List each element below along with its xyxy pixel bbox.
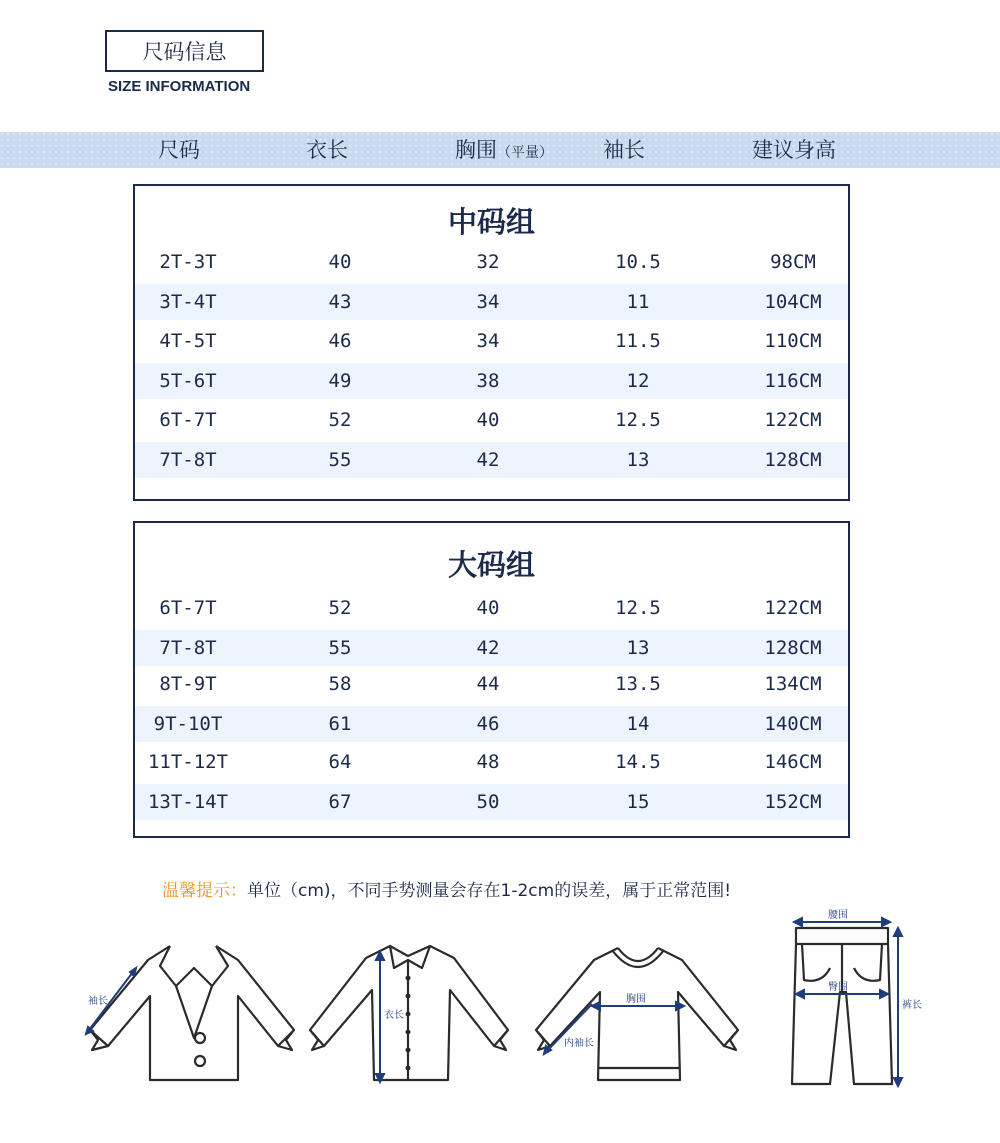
sleeve-cell: 13 <box>626 449 650 471</box>
sweater-chest-label: 胸围 <box>626 994 646 1005</box>
sleeve-cell: 12 <box>626 370 650 392</box>
table-row <box>135 244 848 280</box>
section-title-cn: 尺码信息 <box>142 40 227 64</box>
length-cell: 52 <box>328 597 352 619</box>
chest-cell: 48 <box>476 751 500 773</box>
column-header-size: 尺码 <box>158 138 200 162</box>
table-row <box>135 402 848 438</box>
size-cell: 7T-8T <box>159 637 217 659</box>
sleeve-cell: 15 <box>626 791 650 813</box>
length-cell: 46 <box>328 330 352 352</box>
jacket-diagram <box>78 938 298 1088</box>
chest-cell: 44 <box>476 673 500 695</box>
length-cell: 40 <box>328 251 352 273</box>
table-row <box>135 666 848 702</box>
table-row <box>135 284 848 320</box>
chest-cell: 40 <box>476 597 500 619</box>
sleeve-cell: 14.5 <box>615 751 661 773</box>
height-cell: 128CM <box>764 637 822 659</box>
sweater-inner-sleeve-label: 内袖长 <box>564 1038 594 1049</box>
size-cell: 8T-9T <box>159 673 217 695</box>
height-cell: 104CM <box>764 291 822 313</box>
section-title-box <box>105 30 264 72</box>
length-cell: 43 <box>328 291 352 313</box>
column-header-chest-label: 胸围 <box>455 138 497 162</box>
group-title-medium: 中码组 <box>447 205 535 239</box>
column-header-chest-note: （平量） <box>497 145 553 161</box>
column-header-height: 建议身高 <box>752 138 836 162</box>
length-cell: 55 <box>328 637 352 659</box>
chest-cell: 42 <box>476 449 500 471</box>
sleeve-cell: 14 <box>626 713 650 735</box>
size-cell: 7T-8T <box>159 449 217 471</box>
length-cell: 64 <box>328 751 352 773</box>
column-header-chest <box>455 132 553 168</box>
measurement-tip <box>162 876 731 901</box>
sleeve-cell: 11.5 <box>615 330 661 352</box>
table-row <box>135 590 848 626</box>
sleeve-cell: 13 <box>626 637 650 659</box>
size-cell: 3T-4T <box>159 291 217 313</box>
length-cell: 49 <box>328 370 352 392</box>
tip-label: 温馨提示： <box>162 881 247 901</box>
pants-hip-label: 臀围 <box>828 982 848 993</box>
column-header-sleeve: 袖长 <box>603 138 645 162</box>
group-title-large: 大码组 <box>447 548 535 582</box>
shirt-diagram <box>302 938 517 1088</box>
sleeve-cell: 13.5 <box>615 673 661 695</box>
table-row <box>135 442 848 478</box>
length-cell: 67 <box>328 791 352 813</box>
length-cell: 52 <box>328 409 352 431</box>
height-cell: 122CM <box>764 409 822 431</box>
height-cell: 116CM <box>764 370 822 392</box>
size-group-medium <box>133 184 850 501</box>
table-row <box>135 706 848 742</box>
height-cell: 146CM <box>764 751 822 773</box>
chest-cell: 40 <box>476 409 500 431</box>
height-cell: 128CM <box>764 449 822 471</box>
section-title-en: SIZE INFORMATION <box>108 78 251 95</box>
table-row <box>135 323 848 359</box>
chest-cell: 46 <box>476 713 500 735</box>
height-cell: 110CM <box>764 330 822 352</box>
chest-cell: 50 <box>476 791 500 813</box>
size-cell: 9T-10T <box>153 713 223 735</box>
table-row <box>135 630 848 666</box>
column-header-band <box>0 132 1000 168</box>
size-cell: 6T-7T <box>159 597 217 619</box>
pants-diagram <box>782 908 922 1093</box>
height-cell: 98CM <box>770 251 816 273</box>
tip-text: 单位（cm)，不同手势测量会存在1-2cm的误差，属于正常范围! <box>247 881 732 901</box>
size-group-large <box>133 521 850 838</box>
table-row <box>135 744 848 780</box>
length-cell: 55 <box>328 449 352 471</box>
sweater-diagram <box>530 938 745 1088</box>
jacket-sleeve-label: 袖长 <box>88 996 108 1007</box>
height-cell: 152CM <box>764 791 822 813</box>
sleeve-cell: 12.5 <box>615 409 661 431</box>
sleeve-cell: 12.5 <box>615 597 661 619</box>
pants-length-label: 裤长 <box>902 1000 922 1011</box>
size-cell: 4T-5T <box>159 330 217 352</box>
size-cell: 5T-6T <box>159 370 217 392</box>
chest-cell: 38 <box>476 370 500 392</box>
chest-cell: 34 <box>476 291 500 313</box>
size-cell: 13T-14T <box>147 791 229 813</box>
shirt-length-label: 衣长 <box>384 1010 404 1021</box>
chest-cell: 34 <box>476 330 500 352</box>
chest-cell: 42 <box>476 637 500 659</box>
size-cell: 2T-3T <box>159 251 217 273</box>
size-cell: 6T-7T <box>159 409 217 431</box>
height-cell: 122CM <box>764 597 822 619</box>
size-cell: 11T-12T <box>147 751 229 773</box>
chest-cell: 32 <box>476 251 500 273</box>
length-cell: 58 <box>328 673 352 695</box>
table-row <box>135 363 848 399</box>
height-cell: 134CM <box>764 673 822 695</box>
column-header-length: 衣长 <box>306 138 348 162</box>
sleeve-cell: 11 <box>626 291 650 313</box>
sleeve-cell: 10.5 <box>615 251 661 273</box>
length-cell: 61 <box>328 713 352 735</box>
table-row <box>135 784 848 820</box>
pants-waist-label: 腰围 <box>828 910 848 921</box>
height-cell: 140CM <box>764 713 822 735</box>
